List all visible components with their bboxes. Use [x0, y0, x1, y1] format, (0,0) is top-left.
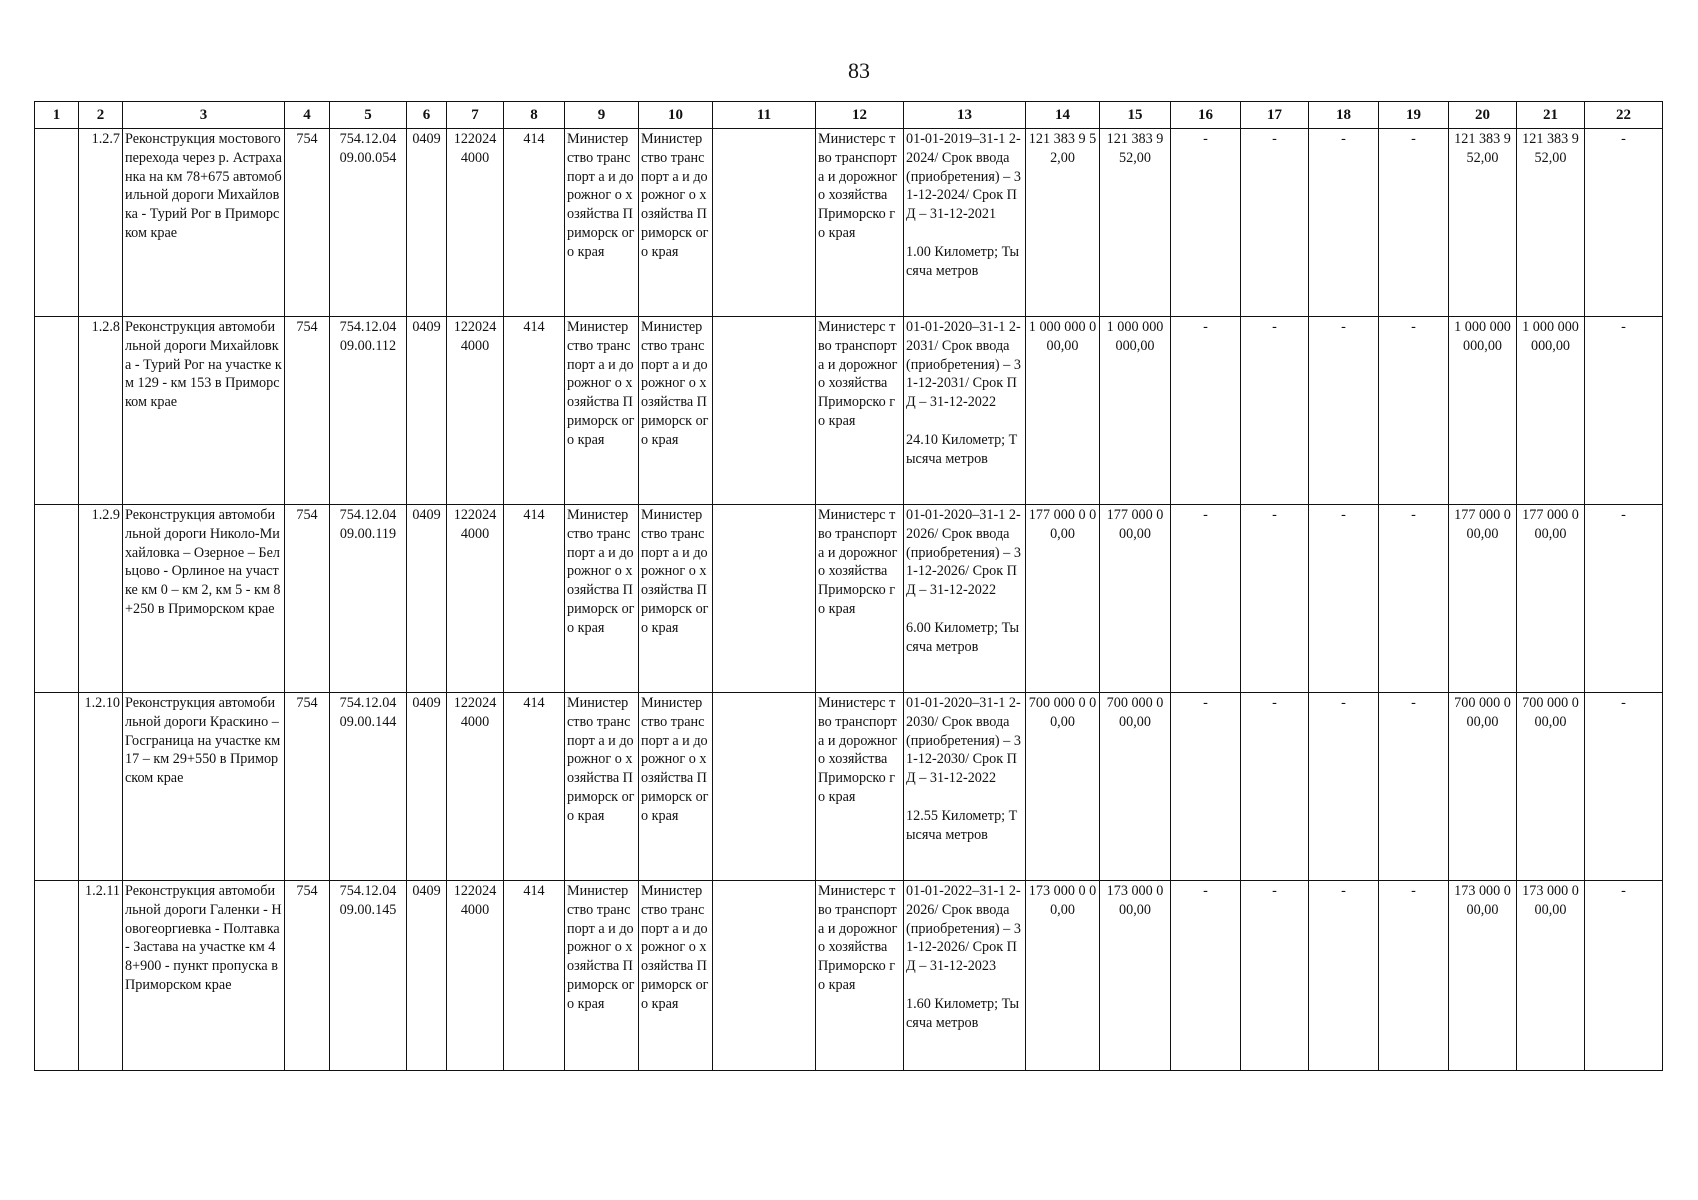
cell-col-5: 754.12.04 09.00.119 — [330, 505, 407, 693]
cell-col-18: - — [1309, 505, 1379, 693]
cell-col-20: 700 000 0 00,00 — [1449, 693, 1517, 881]
cell-col-18: - — [1309, 317, 1379, 505]
column-header-1: 1 — [35, 102, 79, 129]
cell-col-20: 1 000 000 000,00 — [1449, 317, 1517, 505]
cell-col-21: 700 000 0 00,00 — [1517, 693, 1585, 881]
cell-col-10: Министер ство транспорт а и дорожног о хозяйства Приморск ого края — [639, 505, 713, 693]
column-header-3: 3 — [123, 102, 285, 129]
cell-col-6: 0409 — [407, 317, 447, 505]
cell-col-11 — [713, 881, 816, 1071]
cell-col-12: Министерс тво транспорта и дорожного хозяйства Приморско го края — [816, 317, 904, 505]
cell-col-10: Министер ство транспорт а и дорожног о хозяйства Приморск ого края — [639, 129, 713, 317]
table-body — [35, 129, 1663, 1071]
cell-col-19: - — [1379, 317, 1449, 505]
page-number: 83 — [848, 58, 870, 83]
cell-col-5: 754.12.04 09.00.144 — [330, 693, 407, 881]
cell-col-3: Реконструкция автомобильной дороги Галенки - Новогеоргиевка - Полтавка - Застава на участке км 48+900 - пункт пропуска в Приморском крае — [123, 881, 285, 1071]
cell-col-7: 122024 4000 — [447, 693, 504, 881]
cell-col-12: Министерс тво транспорта и дорожного хозяйства Приморско го края — [816, 505, 904, 693]
cell-col-1 — [35, 129, 79, 317]
column-header-19: 19 — [1379, 102, 1449, 129]
cell-col-11 — [713, 317, 816, 505]
cell-col-17: - — [1241, 129, 1309, 317]
cell-col-22: - — [1585, 505, 1663, 693]
column-header-6: 6 — [407, 102, 447, 129]
column-header-7: 7 — [447, 102, 504, 129]
cell-col-1 — [35, 317, 79, 505]
cell-col-14: 173 000 0 00,00 — [1026, 881, 1100, 1071]
cell-col-11 — [713, 693, 816, 881]
column-header-2: 2 — [79, 102, 123, 129]
cell-col-9: Министер ство транспорт а и дорожног о хозяйства Приморск ого края — [565, 881, 639, 1071]
cell-col-19: - — [1379, 881, 1449, 1071]
cell-col-21: 173 000 0 00,00 — [1517, 881, 1585, 1071]
table-row — [35, 881, 1663, 1071]
cell-col-7: 122024 4000 — [447, 881, 504, 1071]
cell-col-22: - — [1585, 317, 1663, 505]
cell-col-1 — [35, 505, 79, 693]
cell-col-16: - — [1171, 317, 1241, 505]
cell-col-22: - — [1585, 129, 1663, 317]
cell-col-3: Реконструкция автомобильной дороги Михайловка - Турий Рог на участке км 129 - км 153 в Приморском крае — [123, 317, 285, 505]
cell-col-9: Министер ство транспорт а и дорожног о хозяйства Приморск ого края — [565, 505, 639, 693]
cell-col-2: 1.2.11 — [79, 881, 123, 1071]
cell-col-14: 177 000 0 00,00 — [1026, 505, 1100, 693]
table-row — [35, 317, 1663, 505]
cell-col-22: - — [1585, 881, 1663, 1071]
cell-col-2: 1.2.10 — [79, 693, 123, 881]
column-header-5: 5 — [330, 102, 407, 129]
cell-col-9: Министер ство транспорт а и дорожног о хозяйства Приморск ого края — [565, 317, 639, 505]
cell-col-17: - — [1241, 505, 1309, 693]
cell-col-21: 1 000 000 000,00 — [1517, 317, 1585, 505]
column-header-9: 9 — [565, 102, 639, 129]
cell-col-13: 01-01-2019–31-1 2-2024/ Срок ввода (приобретения) – 31-12-2024/ Срок ПД – 31-12-2021 1.00 Километр; Тысяча метров — [904, 129, 1026, 317]
cell-col-1 — [35, 693, 79, 881]
data-table — [34, 101, 1663, 1071]
cell-col-2: 1.2.9 — [79, 505, 123, 693]
cell-col-9: Министер ство транспорт а и дорожног о хозяйства Приморск ого края — [565, 129, 639, 317]
cell-col-1 — [35, 881, 79, 1071]
cell-col-4: 754 — [285, 129, 330, 317]
cell-col-21: 177 000 0 00,00 — [1517, 505, 1585, 693]
cell-col-2: 1.2.7 — [79, 129, 123, 317]
column-header-20: 20 — [1449, 102, 1517, 129]
cell-col-7: 122024 4000 — [447, 505, 504, 693]
cell-col-20: 177 000 0 00,00 — [1449, 505, 1517, 693]
column-header-16: 16 — [1171, 102, 1241, 129]
cell-col-13: 01-01-2022–31-1 2-2026/ Срок ввода (приобретения) – 31-12-2026/ Срок ПД – 31-12-2023 1.60 Километр; Тысяча метров — [904, 881, 1026, 1071]
table-row — [35, 505, 1663, 693]
table-row — [35, 693, 1663, 881]
cell-col-16: - — [1171, 505, 1241, 693]
cell-col-3: Реконструкция автомобильной дороги Николо-Михайловка – Озерное – Бельцово - Орлиное на участке км 0 – км 2, км 5 - км 8+250 в Приморском крае — [123, 505, 285, 693]
column-header-8: 8 — [504, 102, 565, 129]
cell-col-8: 414 — [504, 881, 565, 1071]
cell-col-18: - — [1309, 881, 1379, 1071]
column-header-14: 14 — [1026, 102, 1100, 129]
cell-col-8: 414 — [504, 317, 565, 505]
header-row — [35, 102, 1663, 129]
column-header-13: 13 — [904, 102, 1026, 129]
cell-col-6: 0409 — [407, 505, 447, 693]
cell-col-6: 0409 — [407, 129, 447, 317]
column-header-21: 21 — [1517, 102, 1585, 129]
cell-col-17: - — [1241, 881, 1309, 1071]
column-header-11: 11 — [713, 102, 816, 129]
cell-col-4: 754 — [285, 881, 330, 1071]
column-header-4: 4 — [285, 102, 330, 129]
cell-col-15: 1 000 000 000,00 — [1100, 317, 1171, 505]
cell-col-4: 754 — [285, 693, 330, 881]
cell-col-20: 173 000 0 00,00 — [1449, 881, 1517, 1071]
cell-col-22: - — [1585, 693, 1663, 881]
cell-col-6: 0409 — [407, 881, 447, 1071]
cell-col-15: 173 000 0 00,00 — [1100, 881, 1171, 1071]
cell-col-16: - — [1171, 693, 1241, 881]
cell-col-19: - — [1379, 129, 1449, 317]
cell-col-17: - — [1241, 693, 1309, 881]
cell-col-8: 414 — [504, 129, 565, 317]
cell-col-9: Министер ство транспорт а и дорожног о хозяйства Приморск ого края — [565, 693, 639, 881]
cell-col-18: - — [1309, 129, 1379, 317]
column-header-12: 12 — [816, 102, 904, 129]
column-header-17: 17 — [1241, 102, 1309, 129]
cell-col-12: Министерс тво транспорта и дорожного хозяйства Приморско го края — [816, 129, 904, 317]
cell-col-10: Министер ство транспорт а и дорожног о хозяйства Приморск ого края — [639, 881, 713, 1071]
cell-col-11 — [713, 505, 816, 693]
table-row — [35, 129, 1663, 317]
cell-col-8: 414 — [504, 693, 565, 881]
cell-col-10: Министер ство транспорт а и дорожног о хозяйства Приморск ого края — [639, 317, 713, 505]
column-header-15: 15 — [1100, 102, 1171, 129]
cell-col-2: 1.2.8 — [79, 317, 123, 505]
cell-col-14: 1 000 000 000,00 — [1026, 317, 1100, 505]
cell-col-10: Министер ство транспорт а и дорожног о хозяйства Приморск ого края — [639, 693, 713, 881]
column-header-22: 22 — [1585, 102, 1663, 129]
cell-col-6: 0409 — [407, 693, 447, 881]
cell-col-19: - — [1379, 693, 1449, 881]
cell-col-7: 122024 4000 — [447, 317, 504, 505]
cell-col-20: 121 383 9 52,00 — [1449, 129, 1517, 317]
cell-col-4: 754 — [285, 317, 330, 505]
cell-col-12: Министерс тво транспорта и дорожного хозяйства Приморско го края — [816, 693, 904, 881]
cell-col-3: Реконструкция мостового перехода через р. Астраханка на км 78+675 автомобильной дороги Михайловка - Турий Рог в Приморском крае — [123, 129, 285, 317]
cell-col-16: - — [1171, 881, 1241, 1071]
cell-col-5: 754.12.04 09.00.112 — [330, 317, 407, 505]
cell-col-18: - — [1309, 693, 1379, 881]
cell-col-13: 01-01-2020–31-1 2-2026/ Срок ввода (приобретения) – 31-12-2026/ Срок ПД – 31-12-2022 6.00 Километр; Тысяча метров — [904, 505, 1026, 693]
cell-col-4: 754 — [285, 505, 330, 693]
cell-col-21: 121 383 9 52,00 — [1517, 129, 1585, 317]
cell-col-15: 700 000 0 00,00 — [1100, 693, 1171, 881]
cell-col-15: 177 000 0 00,00 — [1100, 505, 1171, 693]
cell-col-5: 754.12.04 09.00.054 — [330, 129, 407, 317]
cell-col-14: 700 000 0 00,00 — [1026, 693, 1100, 881]
column-header-18: 18 — [1309, 102, 1379, 129]
cell-col-8: 414 — [504, 505, 565, 693]
cell-col-7: 122024 4000 — [447, 129, 504, 317]
cell-col-13: 01-01-2020–31-1 2-2030/ Срок ввода (приобретения) – 31-12-2030/ Срок ПД – 31-12-2022 12.55 Километр; Тысяча метров — [904, 693, 1026, 881]
cell-col-19: - — [1379, 505, 1449, 693]
column-header-10: 10 — [639, 102, 713, 129]
cell-col-16: - — [1171, 129, 1241, 317]
cell-col-11 — [713, 129, 816, 317]
cell-col-13: 01-01-2020–31-1 2-2031/ Срок ввода (приобретения) – 31-12-2031/ Срок ПД – 31-12-2022 24.10 Километр; Тысяча метров — [904, 317, 1026, 505]
cell-col-14: 121 383 9 52,00 — [1026, 129, 1100, 317]
cell-col-15: 121 383 9 52,00 — [1100, 129, 1171, 317]
cell-col-3: Реконструкция автомобильной дороги Краскино – Госграница на участке км 17 – км 29+550 в Приморском крае — [123, 693, 285, 881]
cell-col-12: Министерс тво транспорта и дорожного хозяйства Приморско го края — [816, 881, 904, 1071]
cell-col-5: 754.12.04 09.00.145 — [330, 881, 407, 1071]
cell-col-17: - — [1241, 317, 1309, 505]
